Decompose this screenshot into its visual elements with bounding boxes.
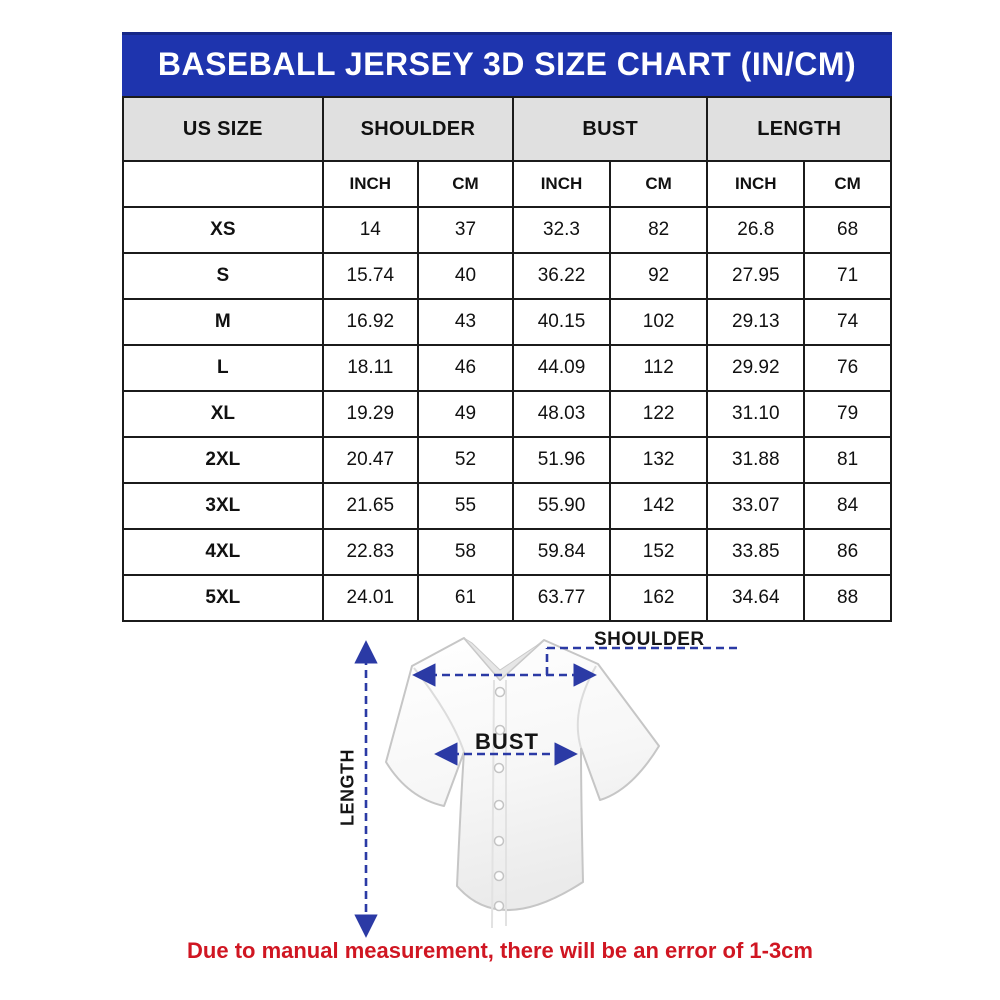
value-cell: 102 — [610, 299, 708, 345]
value-cell: 86 — [804, 529, 891, 575]
size-label-cell: XS — [123, 207, 323, 253]
value-cell: 162 — [610, 575, 708, 621]
value-cell: 14 — [323, 207, 418, 253]
unit-header: CM — [418, 161, 513, 207]
unit-header-blank-cell — [123, 161, 323, 207]
size-label-cell: 4XL — [123, 529, 323, 575]
value-cell: 112 — [610, 345, 708, 391]
value-cell: 18.11 — [323, 345, 418, 391]
value-cell: 40 — [418, 253, 513, 299]
value-cell: 20.47 — [323, 437, 418, 483]
value-cell: 15.74 — [323, 253, 418, 299]
table-row — [123, 391, 891, 437]
unit-header: CM — [804, 161, 891, 207]
value-cell: 27.95 — [707, 253, 804, 299]
value-cell: 29.13 — [707, 299, 804, 345]
size-chart-table — [122, 96, 892, 622]
table-row — [123, 529, 891, 575]
value-cell: 88 — [804, 575, 891, 621]
column-group-header: BUST — [513, 97, 707, 161]
value-cell: 55.90 — [513, 483, 610, 529]
table-row — [123, 345, 891, 391]
value-cell: 68 — [804, 207, 891, 253]
chart-title-bar — [122, 32, 892, 96]
size-label-cell: XL — [123, 391, 323, 437]
value-cell: 74 — [804, 299, 891, 345]
table-row — [123, 437, 891, 483]
value-cell: 31.88 — [707, 437, 804, 483]
value-cell: 58 — [418, 529, 513, 575]
disclaimer-text: Due to manual measurement, there will be an error of 1-3cm — [187, 938, 813, 963]
table-row — [123, 575, 891, 621]
size-table-head — [123, 97, 891, 207]
size-label-cell: S — [123, 253, 323, 299]
value-cell: 36.22 — [513, 253, 610, 299]
value-cell: 55 — [418, 483, 513, 529]
value-cell: 33.85 — [707, 529, 804, 575]
column-group-header: SHOULDER — [323, 97, 513, 161]
value-cell: 49 — [418, 391, 513, 437]
value-cell: 84 — [804, 483, 891, 529]
value-cell: 26.8 — [707, 207, 804, 253]
value-cell: 37 — [418, 207, 513, 253]
value-cell: 92 — [610, 253, 708, 299]
value-cell: 44.09 — [513, 345, 610, 391]
value-cell: 24.01 — [323, 575, 418, 621]
table-row — [123, 299, 891, 345]
column-group-header: US SIZE — [123, 97, 323, 161]
size-label-cell: M — [123, 299, 323, 345]
value-cell: 32.3 — [513, 207, 610, 253]
value-cell: 82 — [610, 207, 708, 253]
size-label-cell: L — [123, 345, 323, 391]
length-label: LENGTH — [337, 749, 358, 826]
value-cell: 152 — [610, 529, 708, 575]
unit-header-row — [123, 161, 891, 207]
column-group-header: LENGTH — [707, 97, 891, 161]
value-cell: 52 — [418, 437, 513, 483]
value-cell: 122 — [610, 391, 708, 437]
unit-header: INCH — [513, 161, 610, 207]
value-cell: 71 — [804, 253, 891, 299]
value-cell: 132 — [610, 437, 708, 483]
value-cell: 63.77 — [513, 575, 610, 621]
size-label-cell: 2XL — [123, 437, 323, 483]
table-row — [123, 253, 891, 299]
value-cell: 29.92 — [707, 345, 804, 391]
value-cell: 21.65 — [323, 483, 418, 529]
value-cell: 142 — [610, 483, 708, 529]
unit-header: CM — [610, 161, 708, 207]
value-cell: 48.03 — [513, 391, 610, 437]
unit-header: INCH — [323, 161, 418, 207]
value-cell: 31.10 — [707, 391, 804, 437]
value-cell: 34.64 — [707, 575, 804, 621]
value-cell: 40.15 — [513, 299, 610, 345]
value-cell: 33.07 — [707, 483, 804, 529]
jersey-illustration — [378, 628, 668, 938]
value-cell: 79 — [804, 391, 891, 437]
value-cell: 59.84 — [513, 529, 610, 575]
bust-label: BUST — [475, 729, 539, 754]
value-cell: 22.83 — [323, 529, 418, 575]
value-cell: 51.96 — [513, 437, 610, 483]
jersey-image — [378, 628, 668, 938]
size-label-cell: 3XL — [123, 483, 323, 529]
value-cell: 61 — [418, 575, 513, 621]
value-cell: 81 — [804, 437, 891, 483]
jersey-body — [386, 638, 659, 910]
shoulder-label: SHOULDER — [594, 629, 705, 650]
value-cell: 19.29 — [323, 391, 418, 437]
table-row — [123, 207, 891, 253]
table-row — [123, 483, 891, 529]
value-cell: 16.92 — [323, 299, 418, 345]
size-table-body — [123, 207, 891, 621]
column-group-row — [123, 97, 891, 161]
value-cell: 76 — [804, 345, 891, 391]
value-cell: 46 — [418, 345, 513, 391]
unit-header: INCH — [707, 161, 804, 207]
value-cell: 43 — [418, 299, 513, 345]
size-label-cell: 5XL — [123, 575, 323, 621]
page-title: BASEBALL JERSEY 3D SIZE CHART (IN/CM) — [157, 45, 857, 82]
